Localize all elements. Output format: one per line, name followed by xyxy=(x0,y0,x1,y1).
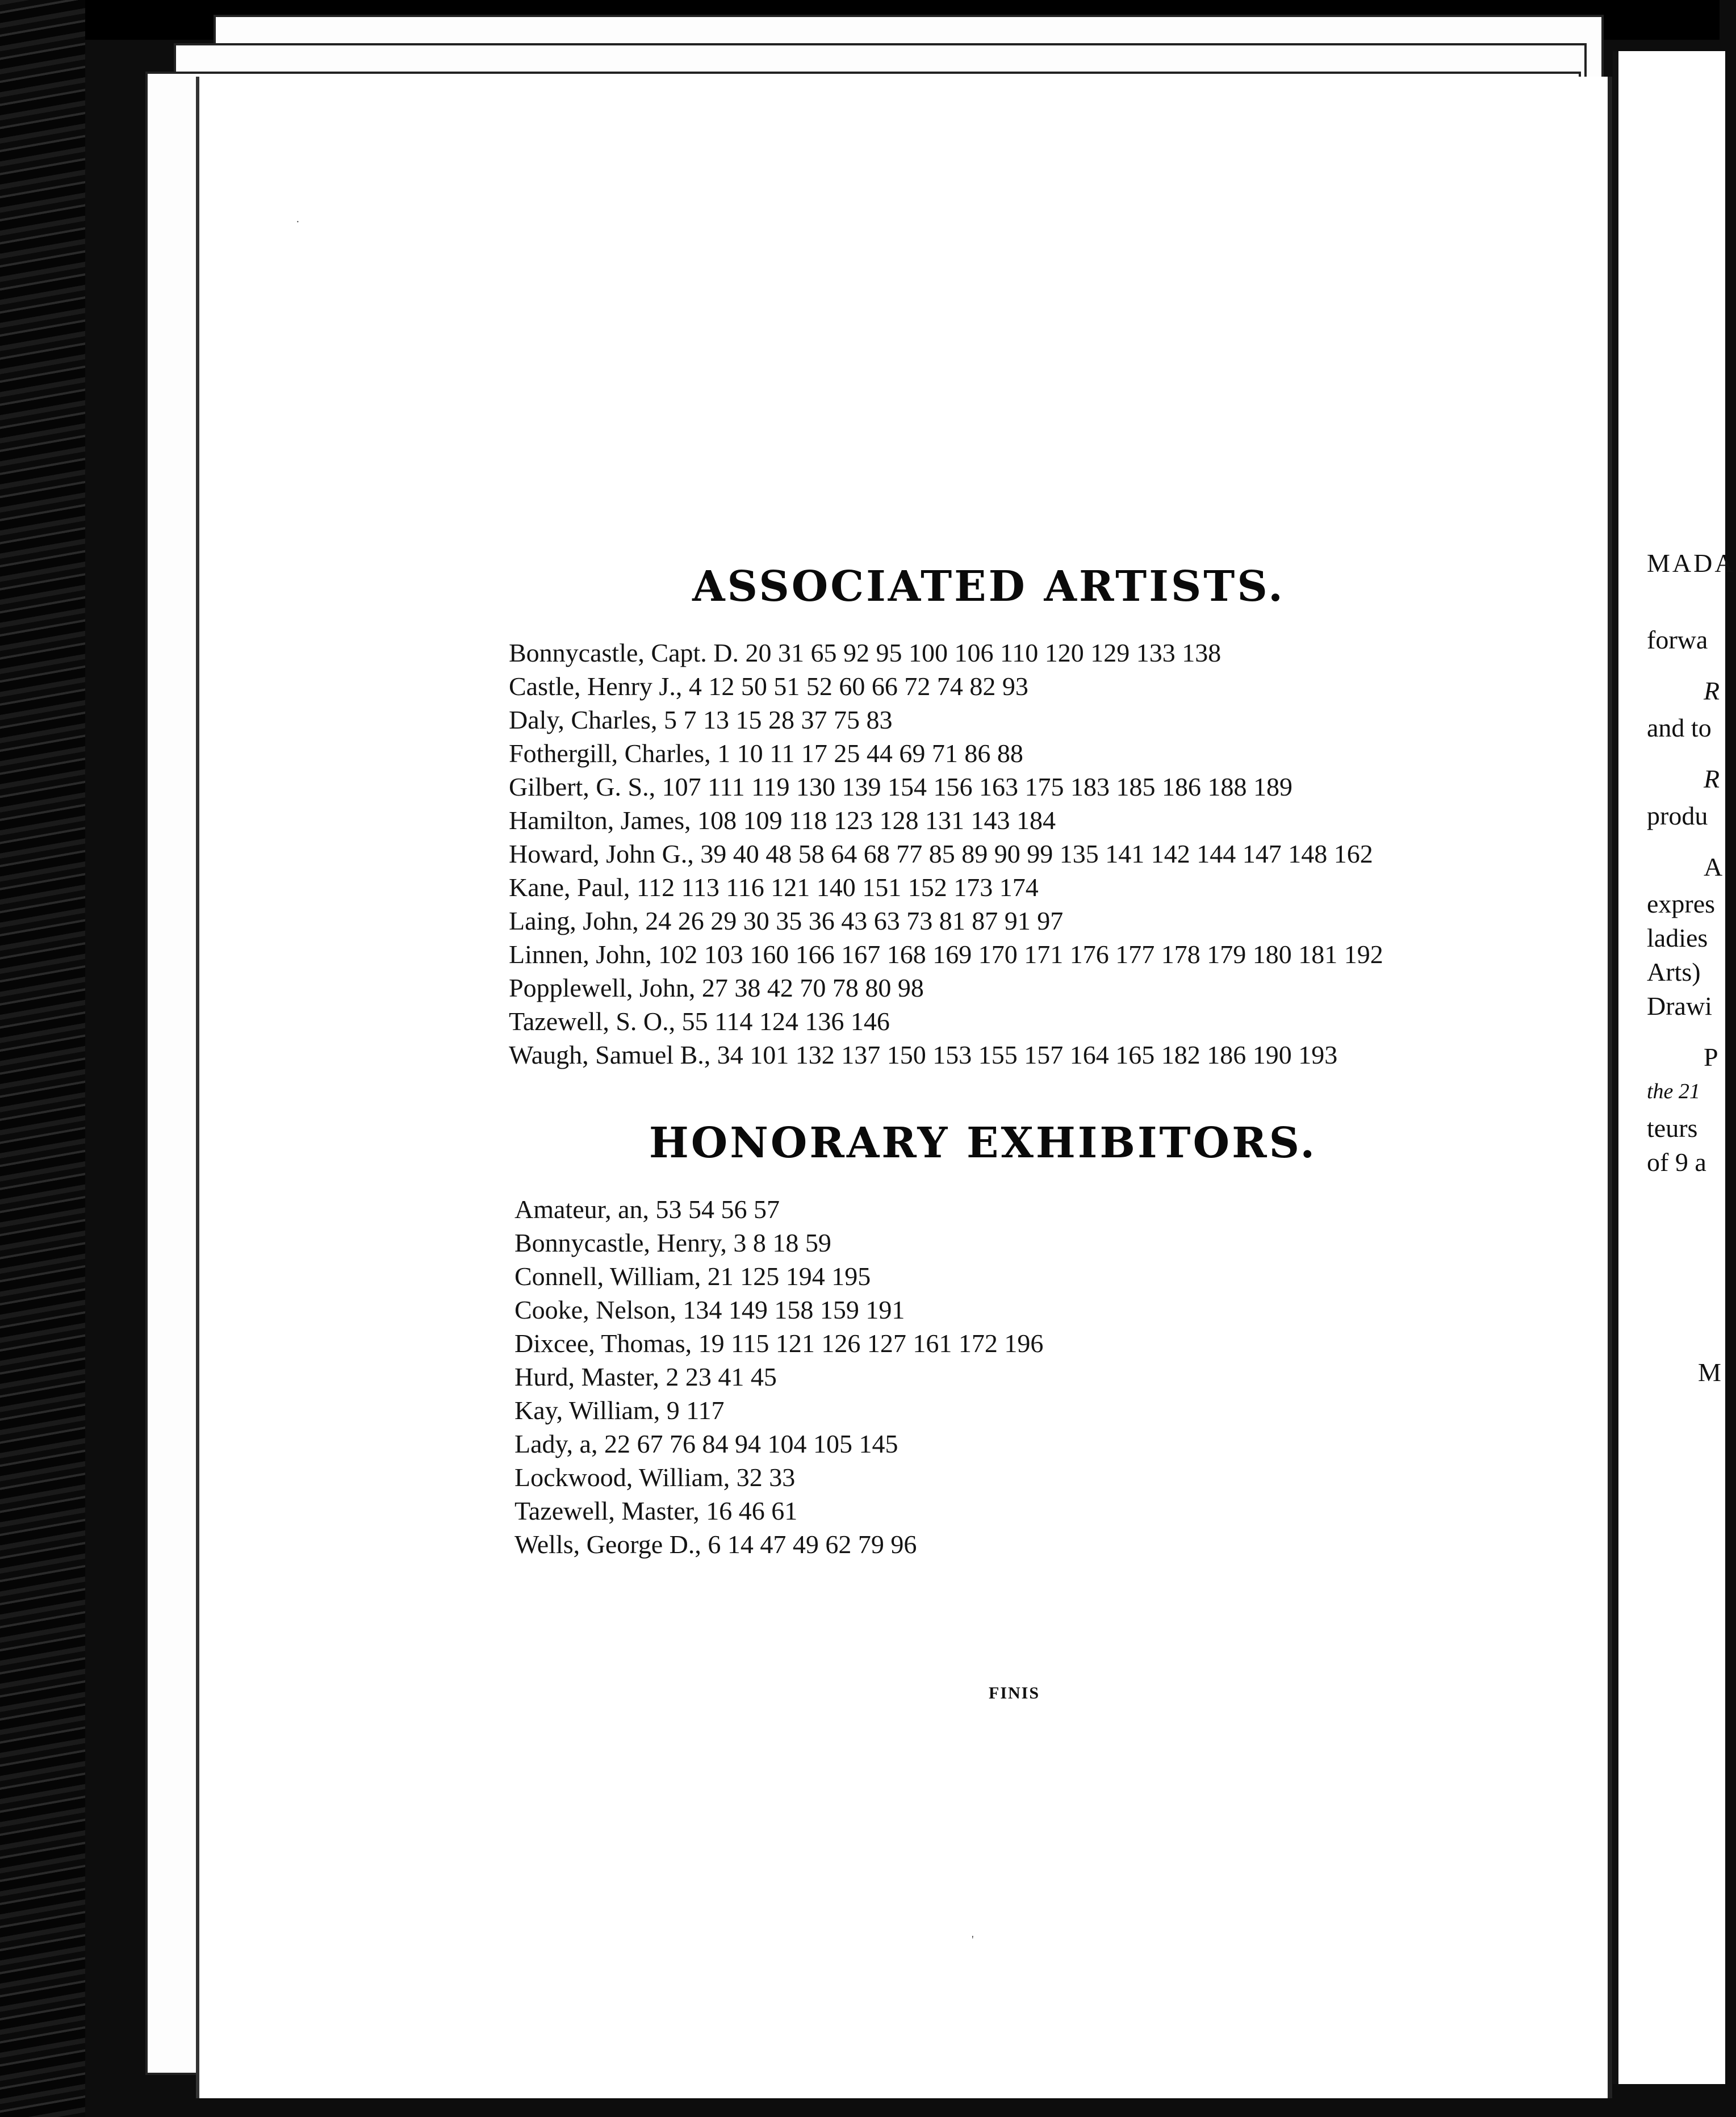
fragment-text: and to xyxy=(1647,713,1712,742)
list-item: Castle, Henry J., 4 12 50 51 52 60 66 72 74 82 93 xyxy=(509,672,1028,701)
list-item: Connell, William, 21 125 194 195 xyxy=(514,1262,871,1291)
speck-mark: ' xyxy=(972,1934,974,1946)
fragment-text: forwa xyxy=(1647,625,1708,654)
fragment-text: MADA xyxy=(1647,549,1736,578)
list-item: Linnen, John, 102 103 160 166 167 168 169 170 171 176 177 178 179 180 181 192 xyxy=(509,940,1383,969)
list-item: Kay, William, 9 117 xyxy=(514,1396,725,1425)
list-item: Daly, Charles, 5 7 13 15 28 37 75 83 xyxy=(509,705,893,734)
associated-artists-list xyxy=(509,636,1383,1072)
fragment-text: the 21 xyxy=(1647,1080,1700,1103)
fragment-text: R xyxy=(1704,764,1720,793)
facing-page-fragment xyxy=(1613,51,1736,2084)
list-item: Amateur, an, 53 54 56 57 xyxy=(514,1195,780,1224)
list-item: Laing, John, 24 26 29 30 35 36 43 63 73 81 87 91 97 xyxy=(509,906,1064,935)
list-item: Cooke, Nelson, 134 149 158 159 191 xyxy=(514,1295,905,1324)
list-item: Hamilton, James, 108 109 118 123 128 131 143 184 xyxy=(509,806,1056,835)
scan-background-left xyxy=(0,0,85,2117)
list-item: Howard, John G., 39 40 48 58 64 68 77 85 89 90 99 135 141 142 144 147 148 162 xyxy=(509,839,1373,868)
list-item: Wells, George D., 6 14 47 49 62 79 96 xyxy=(514,1530,917,1559)
fragment-text: R xyxy=(1704,676,1720,705)
list-item: Waugh, Samuel B., 34 101 132 137 150 153 155 157 164 165 182 186 190 193 xyxy=(509,1040,1338,1069)
fragment-text: Arts) xyxy=(1647,957,1701,986)
honorary-exhibitors-heading: HONORARY EXHIBITORS. xyxy=(649,1119,1317,1168)
fragment-text: M xyxy=(1698,1358,1721,1387)
list-item: Gilbert, G. S., 107 111 119 130 139 154 156 163 175 183 185 186 188 189 xyxy=(509,772,1292,801)
fragment-text: of 9 a xyxy=(1647,1148,1706,1177)
list-item: Lady, a, 22 67 76 84 94 104 105 145 xyxy=(514,1429,898,1458)
list-item: Lockwood, William, 32 33 xyxy=(514,1463,796,1492)
list-item: Tazewell, S. O., 55 114 124 136 146 xyxy=(509,1007,890,1036)
associated-artists-heading: ASSOCIATED ARTISTS. xyxy=(692,562,1285,611)
list-item: Fothergill, Charles, 1 10 11 17 25 44 69 71 86 88 xyxy=(509,739,1023,768)
fragment-text: ladies xyxy=(1647,923,1708,952)
fragment-text: Drawi xyxy=(1647,991,1712,1020)
speck-mark: · xyxy=(296,216,300,228)
page-content xyxy=(199,77,1608,2098)
honorary-exhibitors-list xyxy=(514,1193,1043,1561)
list-item: Tazewell, Master, 16 46 61 xyxy=(514,1496,798,1525)
fragment-text: teurs xyxy=(1647,1114,1698,1143)
list-item: Bonnycastle, Capt. D. 20 31 65 92 95 100 106 110 120 129 133 138 xyxy=(509,638,1222,667)
list-item: Kane, Paul, 112 113 116 121 140 151 152 173 174 xyxy=(509,873,1039,902)
fragment-text: produ xyxy=(1647,801,1708,830)
finis-label: FINIS xyxy=(989,1684,1040,1702)
document-page xyxy=(196,77,1612,2098)
list-item: Dixcee, Thomas, 19 115 121 126 127 161 172 196 xyxy=(514,1329,1044,1358)
fragment-text: A xyxy=(1704,852,1723,881)
fragment-text: expres xyxy=(1647,889,1716,918)
list-item: Popplewell, John, 27 38 42 70 78 80 98 xyxy=(509,973,924,1002)
fragment-text: P xyxy=(1704,1043,1718,1072)
list-item: Hurd, Master, 2 23 41 45 xyxy=(514,1362,777,1391)
list-item: Bonnycastle, Henry, 3 8 18 59 xyxy=(514,1228,831,1257)
